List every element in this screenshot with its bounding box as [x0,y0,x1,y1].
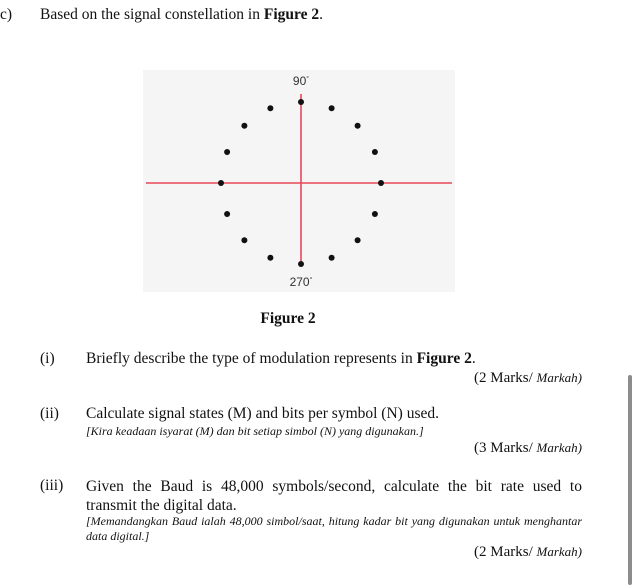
question-ii-text: Calculate signal states (M) and bits per symbol (N) used. [86,405,439,422]
part-label: c) [0,6,13,23]
question-i-text [86,350,586,368]
question-i-figure-ref: Figure 2 [416,350,472,367]
constellation-point [241,237,247,243]
question-i-suffix: . [471,350,476,367]
constellation-point [298,99,304,105]
question-i-marks: (2 Marks/ Markah) [474,370,582,386]
question-i-prefix: Briefly describe the type of modulation represents in [86,350,417,367]
constellation-point [218,180,224,186]
constellation-point [241,123,247,129]
question-iii-text: Given the Baud is 48,000 symbols/second, calculate the bit rate used to transmit the digital data. [86,478,582,514]
constellation-point [224,211,230,217]
constellation-point [298,261,304,267]
constellation-point [355,123,361,129]
constellation-point [372,211,378,217]
question-ii-malay: [Kira keadaan isyarat (M) dan bit setiap simbol (N) yang digunakan.] [86,424,424,438]
constellation-point [224,149,230,155]
question-iii-malay: [Memandangkan Baud ialah 48,000 simbol/saat, hitung kadar bit yang digunakan untuk menghantar data digital.] [86,514,582,543]
question-i-label: (i) [40,350,55,367]
constellation-point [372,149,378,155]
scrollbar[interactable] [628,375,632,585]
figure-caption: Figure 2 [260,310,316,327]
question-ii-label: (ii) [40,405,59,422]
constellation-point [267,105,273,111]
constellation-diagram [143,70,455,292]
angle-label-bottom: 270° [289,275,313,289]
intro-prefix: Based on the signal constellation in [40,6,264,23]
question-iii-label: (iii) [40,477,64,494]
intro-figure-ref: Figure 2 [263,6,320,23]
constellation-point [329,255,335,261]
intro-suffix: . [319,6,323,23]
question-iii-marks: (2 Marks/ Markah) [474,544,582,560]
constellation-point [267,255,273,261]
intro-text [40,6,323,24]
constellation-point [355,237,361,243]
angle-label-top: 90° [292,74,310,88]
constellation-point [378,180,384,186]
constellation-point [329,105,335,111]
question-ii-marks: (3 Marks/ Markah) [474,440,582,456]
